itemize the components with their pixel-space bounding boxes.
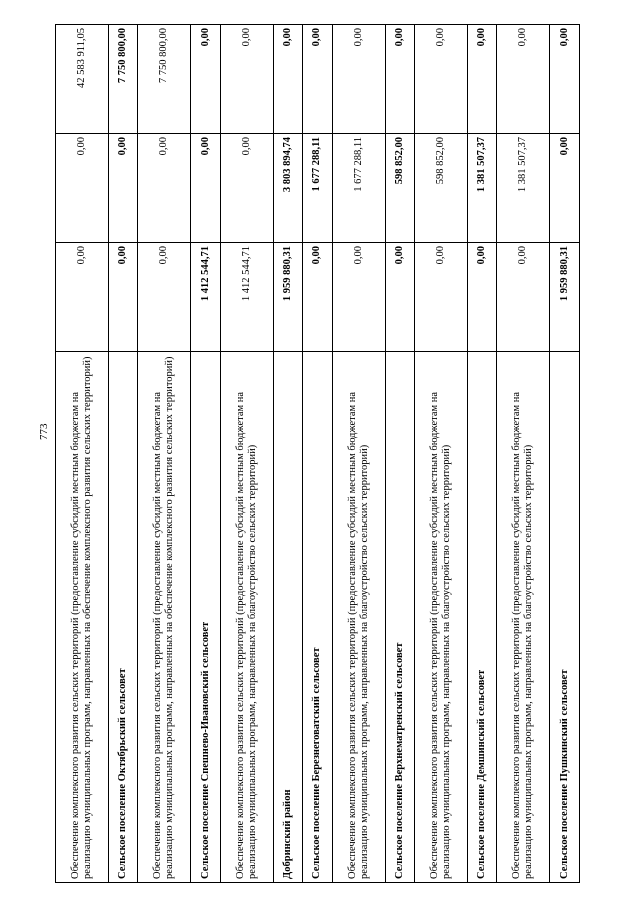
row-value-1-cell: 1 412 544,71: [220, 243, 273, 352]
row-name-cell: Обеспечение комплексного развития сельских территорий (предоставление субсидий местным бюджетам на реализацию муниципальных программ, направленных на обеспечение комплексного развития сельских территорий): [138, 352, 191, 883]
table-row: [468, 25, 497, 883]
table-row: [332, 25, 385, 883]
row-value-3-cell: 0,00: [332, 25, 385, 134]
row-value-3-cell: 0,00: [550, 25, 580, 134]
row-name-cell: Обеспечение комплексного развития сельских территорий (предоставление субсидий местным бюджетам на реализацию муниципальных программ, направленных на благоустройство сельских территорий): [415, 352, 468, 883]
table-row: [385, 25, 414, 883]
row-name-cell: Сельское поселение Октябрьский сельсовет: [108, 352, 137, 883]
row-value-3-cell: 0,00: [385, 25, 414, 134]
row-value-2-cell: 3 803 894,74: [273, 134, 302, 243]
row-name-cell: Сельское поселение Березнеговатский сельсовет: [303, 352, 332, 883]
table-row: [220, 25, 273, 883]
row-value-3-cell: 0,00: [191, 25, 220, 134]
row-value-2-cell: 0,00: [550, 134, 580, 243]
row-value-2-cell: 1 381 507,37: [497, 134, 550, 243]
rotated-page-content: [55, 28, 580, 883]
budget-table-body: [56, 25, 580, 883]
row-value-2-cell: 598 852,00: [415, 134, 468, 243]
row-value-2-cell: 0,00: [138, 134, 191, 243]
row-value-2-cell: 598 852,00: [385, 134, 414, 243]
table-row: [56, 25, 109, 883]
row-value-1-cell: 0,00: [138, 243, 191, 352]
row-value-3-cell: 0,00: [415, 25, 468, 134]
row-value-3-cell: 0,00: [303, 25, 332, 134]
row-name-cell: Сельское поселение Демшинский сельсовет: [468, 352, 497, 883]
row-value-3-cell: 0,00: [220, 25, 273, 134]
row-value-3-cell: 0,00: [497, 25, 550, 134]
row-value-3-cell: 0,00: [468, 25, 497, 134]
row-value-2-cell: 0,00: [191, 134, 220, 243]
row-name-cell: Сельское поселение Спешнево-Ивановский сельсовет: [191, 352, 220, 883]
table-row: [550, 25, 580, 883]
table-row: [138, 25, 191, 883]
row-value-1-cell: 0,00: [303, 243, 332, 352]
row-value-1-cell: 0,00: [385, 243, 414, 352]
row-value-2-cell: 0,00: [56, 134, 109, 243]
row-name-cell: Сельское поселение Верхнематренский сельсовет: [385, 352, 414, 883]
row-value-2-cell: 1 677 288,11: [332, 134, 385, 243]
table-row: [415, 25, 468, 883]
row-name-cell: Обеспечение комплексного развития сельских территорий (предоставление субсидий местным бюджетам на реализацию муниципальных программ, направленных на обеспечение комплексного развития сельских территорий): [56, 352, 109, 883]
table-row: [303, 25, 332, 883]
row-value-3-cell: 0,00: [273, 25, 302, 134]
row-value-1-cell: 1 959 880,31: [273, 243, 302, 352]
budget-table: [55, 24, 580, 883]
row-value-2-cell: 1 381 507,37: [468, 134, 497, 243]
row-name-cell: Добринский район: [273, 352, 302, 883]
row-value-1-cell: 1 412 544,71: [191, 243, 220, 352]
row-value-1-cell: 0,00: [415, 243, 468, 352]
row-value-3-cell: 42 583 911,05: [56, 25, 109, 134]
row-value-2-cell: 0,00: [108, 134, 137, 243]
row-value-1-cell: 0,00: [468, 243, 497, 352]
row-name-cell: Сельское поселение Пушкинский сельсовет: [550, 352, 580, 883]
row-name-cell: Обеспечение комплексного развития сельских территорий (предоставление субсидий местным бюджетам на реализацию муниципальных программ, направленных на благоустройство сельских территорий): [332, 352, 385, 883]
row-value-1-cell: 0,00: [332, 243, 385, 352]
table-row: [191, 25, 220, 883]
row-value-3-cell: 7 750 800,00: [108, 25, 137, 134]
table-row: [497, 25, 550, 883]
table-row: [108, 25, 137, 883]
row-value-2-cell: 1 677 288,11: [303, 134, 332, 243]
row-name-cell: Обеспечение комплексного развития сельских территорий (предоставление субсидий местным бюджетам на реализацию муниципальных программ, направленных на благоустройство сельских территорий): [220, 352, 273, 883]
row-value-1-cell: 1 959 880,31: [550, 243, 580, 352]
row-name-cell: Обеспечение комплексного развития сельских территорий (предоставление субсидий местным бюджетам на реализацию муниципальных программ, направленных на благоустройство сельских территорий): [497, 352, 550, 883]
row-value-2-cell: 0,00: [220, 134, 273, 243]
table-row: [273, 25, 302, 883]
row-value-1-cell: 0,00: [56, 243, 109, 352]
row-value-3-cell: 7 750 800,00: [138, 25, 191, 134]
page-number: 773: [38, 423, 50, 440]
row-value-1-cell: 0,00: [108, 243, 137, 352]
row-value-1-cell: 0,00: [497, 243, 550, 352]
